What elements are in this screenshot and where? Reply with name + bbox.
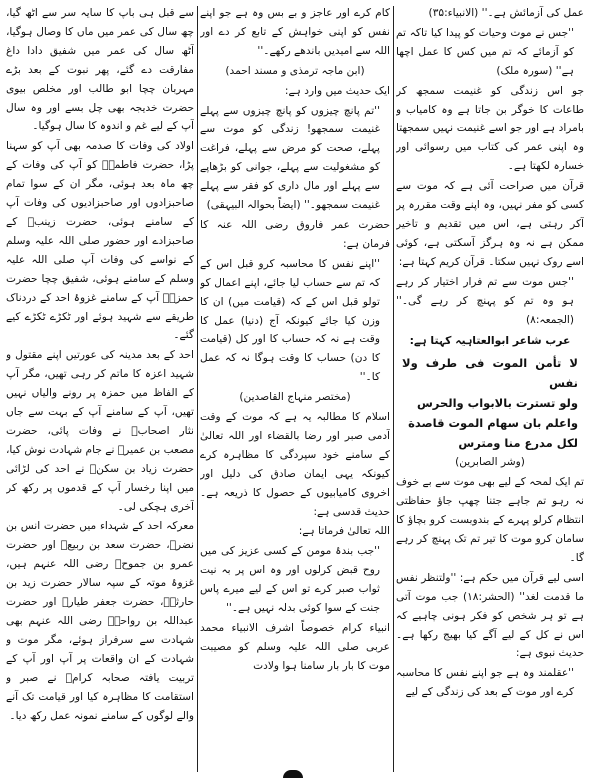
- quote: ''جس موت سے تم فرار اختیار کر رہے ہو وہ تم کو پہنچ کر رہے گی۔'' (الجمعہ:۸): [396, 275, 574, 326]
- quote: ''تم پانچ چیزوں کو پانچ چیزوں سے پہلے غنیمت سمجھو! زندگی کو موت سے پہلے، صحت کو مرض سے پہلے، فراغت کو مشغولیت سے پہلے، جوانی کو بڑھاپے سے پہلے اور مال داری کو فقر سے پہلے غنیمت سمجھو۔'' (ایضاً بحوالہ البیہقی): [200, 104, 380, 212]
- arabic-verse: لكل مدرع منا ومترس: [458, 436, 578, 451]
- paragraph: قرآن میں صراحت آئی ہے کہ موت سے کسی کو مفر نہیں، وہ اپنے وقت مقررہ پر آکر رہتی ہے، اس میں تقدیم و تاخیر ممکن ہے نہ وہ ہرگز آسکتی ہے، کوئی اسے روک نہیں سکتا۔ قرآن کریم کہتا ہے:: [396, 180, 584, 268]
- citation: (مختصر منہاج القاصدین): [239, 391, 351, 404]
- column-divider: [393, 6, 394, 772]
- paragraph: ایک حدیث میں وارد ہے:: [284, 84, 390, 97]
- paragraph: اللہ تعالیٰ فرماتا ہے:: [298, 525, 390, 538]
- poem-intro: عرب شاعر ابوالعتاہیہ کہتا ہے:: [409, 334, 571, 348]
- arabic-verse: ولو تسترت بالابواب والحرس: [416, 396, 578, 411]
- citation: (وشر الصابرین): [455, 456, 525, 469]
- paragraph: اولاد کی وفات کا صدمہ بھی آپ کو سہنا پڑا، حضرت فاطمہؓ کو آپ کی وفات کے چھ ماہ بعد ہوئی، مگر ان کے سوا تمام صاحبزادوں اور صاحبزادیوں کی وفات آپ کے سامنے ہوئی، حضرت زینبؓ کے صاحبزادے اور حضور صلی اللہ علیہ وسلم کے نواسے کی وفات آپ صلی اللہ علیہ وسلم کے سامنے ہوئی، شفیق چچا حضرت حمزہؓ آپ کے سامنے غزوۂ احد کے دردناک طریقے سے شہید ہوئے اور ٹکڑے ٹکڑے کیے گئے۔: [6, 140, 194, 342]
- paragraph: اسی لیے قرآن میں حکم ہے: ''ولتنظر نفس ما قدمت لغد'' (الحشر:۱۸) جب موت آتی ہے تو ہر شخص کو فکر ہونی چاہیے کہ اس نے کل کے لیے آگے کیا بھیج رکھا ہے۔ حدیث نبوی ہے:: [396, 571, 584, 660]
- paragraph: سے قبل ہی باپ کا سایہ سر سے اٹھ گیا، چھ سال کی عمر میں ماں کا وصال ہوگیا، آٹھ سال کی عمر میں شفیق دادا داغ مفارقت دے گئے، پھر نبوت کے بعد بڑے مہربان چچا ابو طالب اور مخلص بیوی حضرت خدیجہ بھی چل بسے اور وہ سال آپ کے لیے غم و اندوہ کا سال ہوگیا۔: [6, 7, 194, 133]
- paragraph: معرکہ احد کے شہداء میں حضرت انس بن نضرؓ، حضرت سعد بن ربیعؓ اور حضرت عمرو بن جموحؓ رضی اللہ عنہم ہیں، غزوۂ موتہ کے سپہ سالار حضرت زید بن حارثہؓ، حضرت جعفر طیارؓ اور حضرت عبداللہ بن رواحہؓ رضی اللہ عنہم بھی شہادت سے سرفراز ہوئے، مگر موت و شہادت کے ان واقعات پر آپ اور آپ کے تربیت یافتہ صحابہ کرامؓ نے صبر و استقامت کا مظاہرہ کیا اور قیامت تک آنے والے لوگوں کے سامنے نمونہ عمل رکھ دیا۔: [6, 520, 194, 722]
- column-divider: [197, 6, 198, 772]
- quote: ''جس نے موت وحیات کو پیدا کیا تاکہ تم کو آزمائے کہ تم میں کس کا عمل اچھا ہے'' (سورہ ملک): [396, 26, 574, 77]
- arabic-verse: لا تأمن الموت فی طرف ولا نفس: [402, 356, 578, 391]
- text-column-right: [396, 4, 584, 774]
- paragraph: کام کرے اور عاجز و بے بس وہ ہے جو اپنے نفس کو اپنی خواہش کے تابع کر دے اور اللہ سے امیدیں باندھے رکھے۔'': [200, 7, 390, 57]
- paragraph: احد کے بعد مدینہ کی عورتیں اپنے مقتول و شہید اعزہ کا ماتم کر رہی تھیں، مگر آپ کے الفاظ میں حمزہ پر رونے والیاں نہیں تھیں، آپ کے سامنے آپ کے بہت سے جاں نثار اصحابؓ نے وفات پائی، حضرت مصعب بن عمیرؓ نے جام شہادت نوش کیا، حضرت زیاد بن سکنؓ نے احد کی لڑائی میں اپنا رخسار آپ کے قدموں پر رکھ کر آخری ہچکی لی۔: [6, 349, 194, 513]
- arabic-verse: واعلم بان سهام الموت قاصدة: [408, 416, 578, 431]
- text-column-left: [6, 4, 194, 774]
- citation: (ابن ماجہ ترمذی و مسند احمد): [225, 64, 365, 77]
- paragraph: اسلام کا مطالبہ یہ ہے کہ موت کے وقت آدمی صبر اور رضا بالقضاء اور اللہ تعالیٰ کے سامنے خود سپردگی کا مظاہرہ کرے کیونکہ یہی ایمان صادق کی دلیل اور اخروی کامیابیوں کے حصول کا ذریعہ ہے۔ حدیث قدسی ہے:: [200, 411, 390, 518]
- paragraph: جو اس زندگی کو غنیمت سمجھ کر طاعات کا خوگر بن جاتا ہے وہ کامیاب و بامراد ہے اور جو اسے غنیمت نہیں سمجھتا وہ اپنی عمر کی کتاب میں رسوائی اور خسارہ لکھتا ہے۔: [396, 84, 584, 173]
- quote: ''جب بندۂ مومن کے کسی عزیز کی میں روح قبض کرلوں اور وہ اس پر بہ نیت ثواب صبر کرے تو اس کے لیے میرے پاس جنت کے سوا کوئی بدلہ نہیں ہے۔'': [200, 545, 380, 615]
- paragraph: عمل کی آزمائش ہے۔'' (الانبیاء:۳۵): [428, 7, 584, 19]
- quote: ''اپنے نفس کا محاسبہ کرو قبل اس کے کہ تم سے حساب لیا جائے، اپنے اعمال کو تولو قبل اس کے کہ (قیامت میں) ان کا وزن کیا جائے کیونکہ آج (دنیا) عمل کا وقت ہے نہ کہ حساب کا اور کل (قیامت کا دن) حساب کا وقت ہوگا نہ کہ عمل کا۔'': [200, 257, 380, 384]
- text-column-middle: [200, 4, 390, 774]
- paragraph: تم ایک لمحہ کے لیے بھی موت سے بے خوف نہ رہو تم جاہے جتنا چھپ جاؤ حفاظتی انتظام کرلو پہرے کے بندوبست کرو بچاؤ کا سامان کرو موت کا تیر تم تک پہنچ کر رہے گا۔: [396, 476, 584, 564]
- quote: ''عقلمند وہ ہے جو اپنے نفس کا محاسبہ کرے اور موت کے بعد کی زندگی کے لیے: [396, 667, 574, 699]
- paragraph: حضرت عمر فاروق رضی اللہ عنہ کا فرمان ہے:: [200, 218, 390, 250]
- page-ornament: [283, 770, 303, 778]
- paragraph: انبیاء کرام خصوصاً اشرف الانبیاء محمد عربی صلی اللہ علیہ وسلم کو مصیبت موت کا بار بار سامنا ہوا ولادت: [200, 622, 390, 672]
